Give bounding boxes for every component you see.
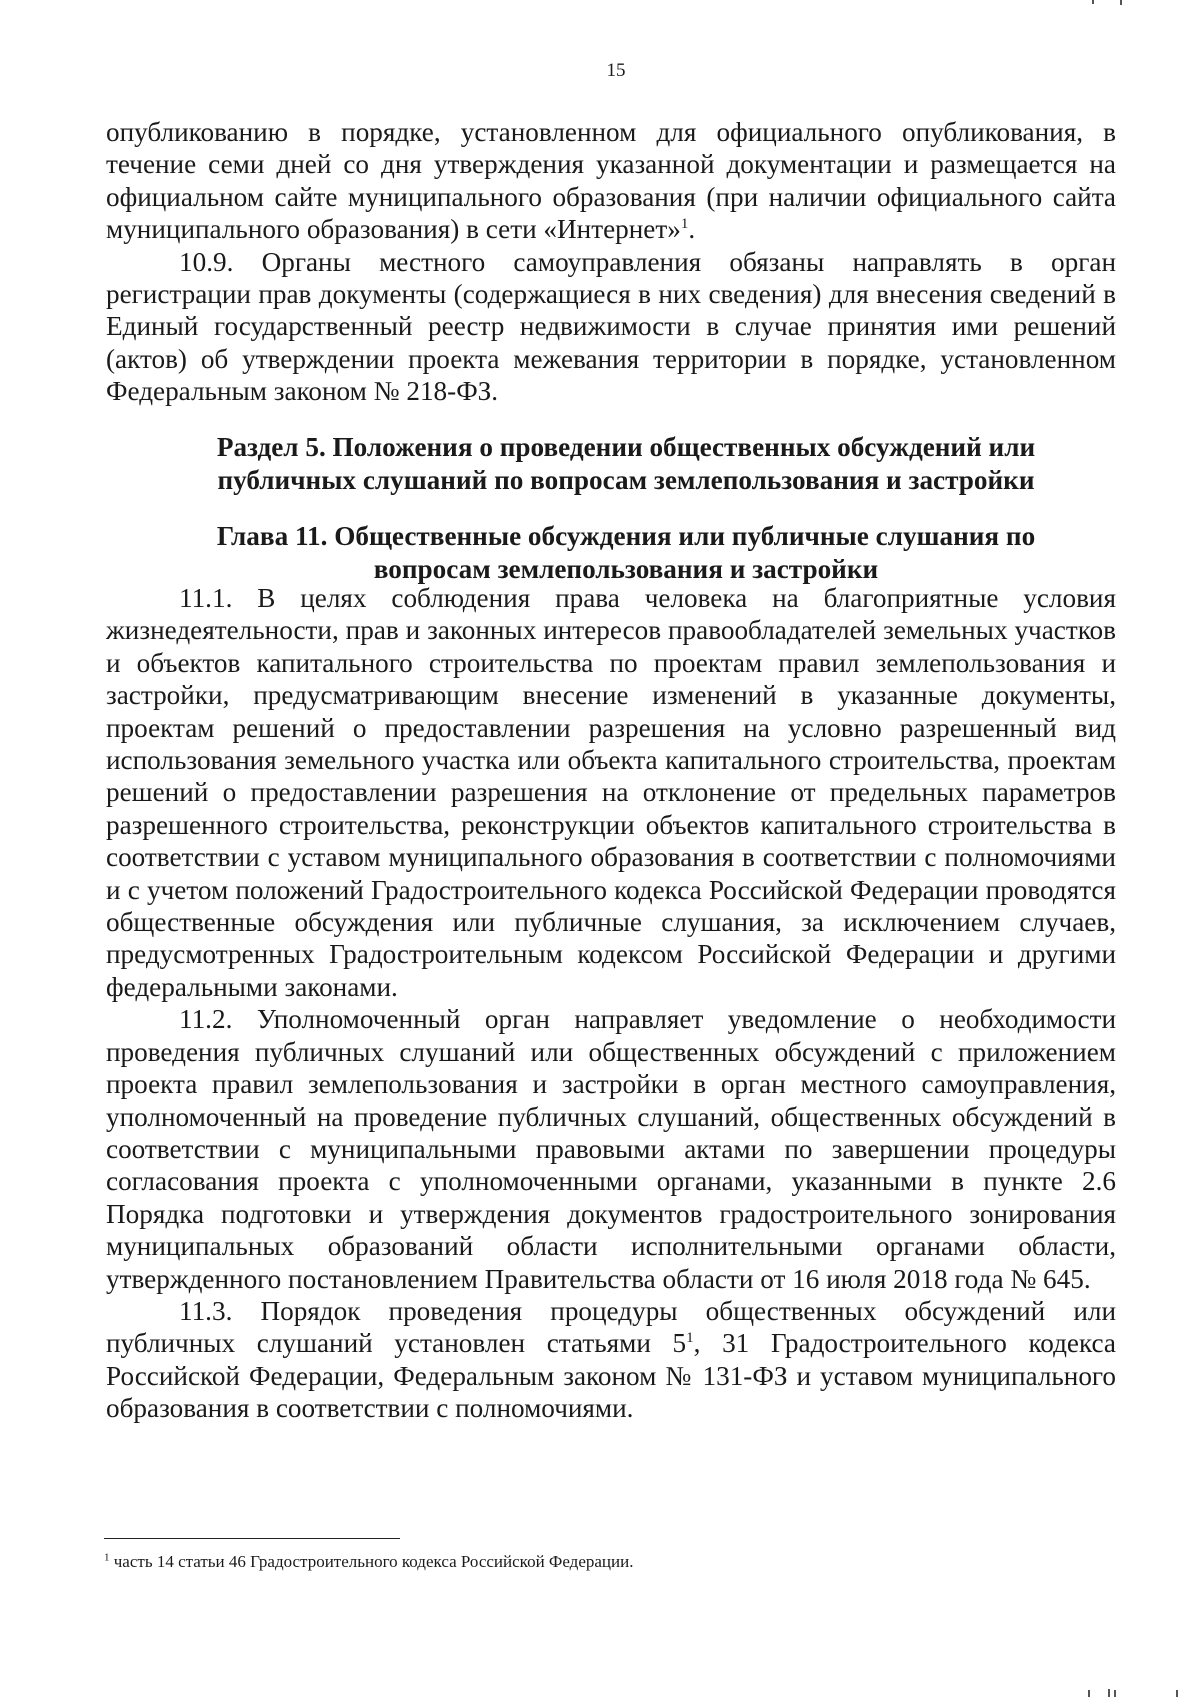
chapter-heading [106, 520, 1146, 586]
body-text-top [106, 116, 1116, 408]
scan-edge-mark [1108, 1689, 1110, 1697]
scan-edge-mark [1176, 1690, 1178, 1697]
footnote-reference: 1 [680, 216, 689, 233]
section-heading [106, 431, 1146, 497]
article-superscript: 1 [686, 1330, 694, 1347]
paragraph-11-3 [106, 1295, 1116, 1425]
paragraph-continuation [106, 116, 1116, 246]
scan-edge-mark [1114, 1690, 1116, 1697]
footnote-marker: 1 [104, 1551, 110, 1564]
paragraph-11-2: 11.2. Уполномоченный орган направляет уведомление о необходимости проведения публичных слушаний или общественных обсуждений с приложением проекта правил землепользования и застройки в орган местного самоуправления, уполномоченный на проведение публичных слушаний, общественных обсуждений в соответствии с муниципальными правовыми актами по завершении процедуры согласования проекта с уполномоченными органами, указанными в пункте 2.6 Порядка подготовки и утверждения документов градостроительного зонирования муниципальных образований области исполнительными органами области, утвержденного постановлением Правительства области от 16 июля 2018 года № 645. [106, 1004, 1116, 1294]
paragraph-text-end: , 31 Градостроительного кодекса Российской Федерации, Федеральным законом № 131-ФЗ и уставом муниципального образования в соответствии с полномочиями. [106, 1328, 1116, 1424]
paragraph-10-9: 10.9. Органы местного самоуправления обязаны направлять в орган регистрации прав документы (содержащиеся в них сведения) для внесения сведений в Единый государственный реестр недвижимости в случае принятия ими решений (актов) об утверждении проекта межевания территории в порядке, установленном Федеральным законом № 218-ФЗ. [106, 246, 1116, 407]
footnote [104, 1551, 633, 1573]
scan-edge-mark [1120, 0, 1122, 5]
footnote-text: часть 14 статьи 46 Градостроительного кодекса Российской Федерации. [113, 1552, 634, 1571]
scan-edge-mark [1092, 0, 1094, 4]
paragraph-text: опубликованию в порядке, установленном для официального опубликования, в течение семи дней со дня утверждения указанной документации и размещается на официальном сайте муниципального образования (при наличии официального сайта муниципального образования) в сети «Интернет» [106, 117, 1116, 245]
body-text-chapter [106, 582, 1116, 1425]
chapter-heading-line-1: Глава 11. Общественные обсуждения или публичные слушания по [216, 521, 1036, 551]
paragraph-tail: . [688, 214, 696, 245]
section-heading-line-1: Раздел 5. Положения о проведении общественных обсуждений или [216, 432, 1036, 462]
page-number: 15 [606, 60, 626, 81]
footnote-separator [104, 1538, 400, 1539]
chapter-heading-line-2: вопросам землепользования и застройки [373, 554, 879, 584]
section-heading-line-2: публичных слушаний по вопросам землепользования и застройки [217, 465, 1035, 495]
paragraph-text: 11.3. Порядок проведения процедуры общественных обсуждений или публичных слушаний установлен статьями 5 [106, 1295, 1116, 1359]
paragraph-11-1: 11.1. В целях соблюдения права человека на благоприятные условия жизнедеятельности, прав и законных интересов правообладателей земельных участков и объектов капитального строительства по проектам правил землепользования и застройки, предусматривающим внесение изменений в указанные документы, проектам решений о предоставлении разрешения на условно разрешенный вид использования земельного участка или объекта капитального строительства, проектам решений о предоставлении разрешения на отклонение от предельных параметров разрешенного строительства, реконструкции объектов капитального строительства в соответствии с уставом муниципального образования в соответствии с полномочиями и с учетом положений Градостроительного кодекса Российской Федерации проводятся общественные обсуждения или публичные слушания, за исключением случаев, предусмотренных Градостроительным кодексом Российской Федерации и другими федеральными законами. [106, 583, 1116, 1002]
scan-edge-mark [1088, 1690, 1090, 1697]
